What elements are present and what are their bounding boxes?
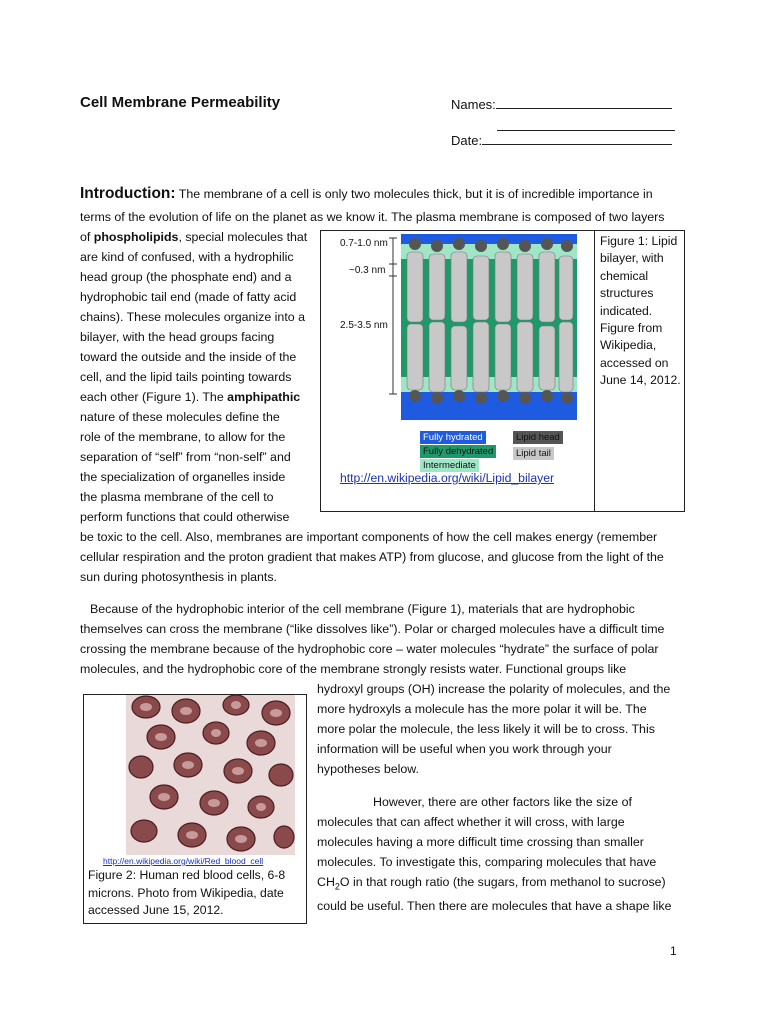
para3-line: could be useful. Then there are molecules that have a shape like xyxy=(317,899,672,914)
blood-cells xyxy=(129,695,294,851)
red-blood-cells-photo xyxy=(126,695,295,855)
intro-left-line: perform functions that could otherwise xyxy=(80,510,290,524)
term-amphipathic: amphipathic xyxy=(227,390,301,404)
names-field xyxy=(451,97,672,112)
para2-right-column xyxy=(317,679,697,779)
names-line-1 xyxy=(496,108,672,109)
intro-line-1: The membrane of a cell is only two molecules thick, but it is of incredible importance in xyxy=(178,187,653,201)
intro-line-2: terms of the evolution of life on the planet as we know it. The plasma membrane is composed of two layers xyxy=(80,210,665,224)
intro-left-line: role of the membrane, to allow for the xyxy=(80,430,286,444)
para3-line: However, there are other factors like the size of xyxy=(373,795,632,809)
intro-left-line: are kind of confused, with a hydrophilic xyxy=(80,250,294,264)
figure-1-link[interactable]: http://en.wikipedia.org/wiki/Lipid_bilayer xyxy=(340,471,555,485)
intro-full-lines xyxy=(80,527,700,587)
intro-full-line: be toxic to the cell. Also, membranes are important components of how the cell makes energy (remember xyxy=(80,530,658,544)
para3-line: molecules having a more difficult time crossing than smaller xyxy=(317,835,644,849)
para2-full-lines xyxy=(80,599,700,679)
page-number: 1 xyxy=(670,944,677,958)
intro-left-line: bilayer, with the head groups facing xyxy=(80,330,275,344)
para2-line: information will be useful when you work through your xyxy=(317,742,612,756)
intro-left-line: toward the outside and the inside of the xyxy=(80,350,297,364)
intro-left-line: nature of these molecules define the xyxy=(80,410,280,424)
term-phospholipids: phospholipids xyxy=(93,230,179,244)
rbc-svg xyxy=(126,695,295,855)
intro-left-line: the specialization of organelles inside xyxy=(80,470,286,484)
intro-heading: Introduction xyxy=(80,185,171,202)
intro-left-line: head group (the phosphate end) and a xyxy=(80,270,292,284)
figure-1-caption: Figure 1: Lipid bilayer, with chemical structures indicated. Figure from Wikipedia, accessed on June 14, 2012. xyxy=(600,234,681,388)
dimension-label-c: 2.5-3.5 nm xyxy=(340,320,388,331)
para2-line: Because of the hydrophobic interior of the cell membrane (Figure 1), materials that are hydrophobic xyxy=(90,602,635,616)
para2-line: hydroxyl groups (OH) increase the polarity of molecules, and the xyxy=(317,682,671,696)
intro-left-line: each other (Figure 1). The amphipathic xyxy=(80,390,301,404)
dimension-label-b: ~0.3 nm xyxy=(349,265,386,276)
legend-lipid-tail: Lipid tail xyxy=(513,447,554,460)
intro-colon: : xyxy=(170,185,176,202)
intro-left-column xyxy=(80,227,320,527)
intro-left-line: of phospholipids, special molecules that xyxy=(80,230,308,244)
intro-first-line xyxy=(80,184,680,204)
legend-intermediate: Intermediate xyxy=(420,459,479,472)
legend-fully-hydrated: Fully hydrated xyxy=(420,431,486,444)
document-title: Cell Membrane Permeability xyxy=(80,94,281,111)
para2-line: more polar the molecule, the less likely it will be to cross. This xyxy=(317,722,655,736)
para3-line: molecules. To investigate this, comparing molecules that have xyxy=(317,855,657,869)
para2-line: hypotheses below. xyxy=(317,762,419,776)
intro-left-line: hydrophobic tail end (made of fatty acid xyxy=(80,290,297,304)
para3-line: molecules that can affect whether it will cross, with large xyxy=(317,815,625,829)
intro-left-line: chains). These molecules organize into a xyxy=(80,310,305,324)
intro-left-line: cell, and the lipid tails pointing towards xyxy=(80,370,292,384)
intro-left-line: the plasma membrane of the cell to xyxy=(80,490,274,504)
para2-line: themselves can cross the membrane (“like dissolves like”). Polar or charged molecules have a difficult time xyxy=(80,622,665,636)
para3-line: $CH_2O$ in that rough ratio (the sugars, from methanol to sucrose) xyxy=(317,875,666,892)
date-field xyxy=(451,133,672,148)
para2-line: molecules, and the hydrophobic core of the membrane strongly resists water. Functional groups like xyxy=(80,662,627,676)
intro-full-line: cellular respiration and the proton gradient that makes ATP) from glucose, and glucose from the light of the xyxy=(80,550,664,564)
date-label: Date: xyxy=(451,133,483,148)
intro-left-line: separation of “self” from “non-self” and xyxy=(80,450,291,464)
para2-line: crossing the membrane because of the hydrophobic core – water molecules “hydrate” the surface of polar xyxy=(80,642,659,656)
names-label: Names: xyxy=(451,97,496,112)
figure-1-divider xyxy=(594,230,595,512)
legend-lipid-head: Lipid head xyxy=(513,431,563,444)
figure-2-link[interactable]: http://en.wikipedia.org/wiki/Red_blood_cell xyxy=(103,856,264,866)
date-line xyxy=(482,144,672,145)
legend-fully-dehydrated: Fully dehydrated xyxy=(420,445,496,458)
figure-2-caption: Figure 2: Human red blood cells, 6-8 microns. Photo from Wikipedia, date accessed June 15, 2012. xyxy=(88,868,286,918)
para3 xyxy=(317,792,697,916)
dimension-label-a: 0.7-1.0 nm xyxy=(340,238,388,249)
para2-line: more hydroxyls a molecule has the more polar it will be. The xyxy=(317,702,647,716)
intro-full-line: sun during photosynthesis in plants. xyxy=(80,570,277,584)
